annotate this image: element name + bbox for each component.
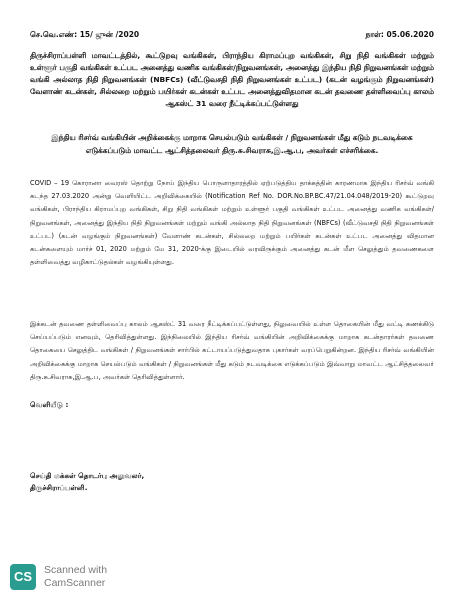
body-paragraph-2: இக்கடன் தவணை தள்ளிவைப்பு காலம் ஆகஸ்ட் 31 வரை நீட்டிக்கப்பட்டுள்ளது, நிலுவையில் உள்ள தொகையின் மீது வட்டி கணக்கிடு செய்யப்படும் எனவும், தெரிவித்துள்ளது. இந்நிலையில் இந்திய ரிசர்வ் வங்கியின் அறிவிக்கைக்கு மாறாக கடன்தாரர்கள் தவணை தொகையை செலுத்திட வங்கிகள் / நிறுவனங்கள் சார்பில் கட்டாயப்படுத்துவதாக புகார்கள் வரப்பெறுகின்றன. இந்திய ரிசர்வ் வங்கியின் அறிவிக்கைக்கு மாறாக செயல்படும் வங்கிகள் / நிறுவனங்கள் மீது கடும் நடவடிக்கை எடுக்கப்படும் இவ்வாறு மாவட்ட ஆட்சித்தலைவர் திரு.சு.சிவராசு,இ.ஆ.ப, அவர்கள் தெரிவித்துள்ளார்.: [30, 320, 434, 381]
body-paragraph-1: COVID – 19 கொரானா வைரஸ் தொற்று நோய் இந்திய பொருளாதாரத்தில் ஏற்படுத்திய தாக்கத்தின் காரணமாக இந்திய ரிசர்வ் வங்கி கடந்த 27.03.2020 அன்று வெளியிட்ட அறிவிக்கையில் (Notification Ref No. DOR.No.BP.BC.47/21.04.048/2019-20) கூட்டுறவு வங்கிகள், பிராந்திய கிராமப்புற வங்கிகள், சிறு நிதி வங்கிகள் மற்றும் உள்ளூர் பகுதி வங்கிகள் உட்பட அனைத்து வணிக வங்கிகள்/நிறுவனங்கள், அனைத்து இந்திய நிதி நிறுவனங்கள் மற்றும் வங்கி அல்லாத நிதி நிறுவனங்கள் (NBFCs) (வீட்டுவசதி நிதி நிறுவனங்கள் உட்பட) (கடன் வழங்கும் நிறுவனங்கள்) வேளாண் கடன்கள், சில்லறை மற்றும் பயிர்கள் கடன்கள் உட்பட அனைத்து விதமான கடன்களையும் மார்ச் 01, 2020 மற்றும் மே 31, 2020-க்கு இடையில் வரவிருக்கும் அனைத்து கடன் மீள செலுத்தும் தவணைகளை தள்ளிவைத்து வழிகாட்டுதல்கள் வழங்கியுள்ளது.: [30, 179, 434, 267]
intro-summary: திருச்சிராப்பள்ளி மாவட்டத்தில், கூட்டுறவு வங்கிகள், பிராந்திய கிராமப்புற வங்கிகள், சிறு நிதி வங்கிகள் மற்றும் உள்ளூர் பகுதி வங்கிகள் உட்பட அனைத்து வணிக வங்கிகள்/நிறுவனங்கள், அனைத்து இந்திய நிதி நிறுவனங்கள் மற்றும் வங்கி அல்லாத நிதி நிறுவனங்கள் (NBFCs) (வீட்டுவசதி நிதி நிறுவனங்கள் உட்பட) (கடன் வழங்கும் நிறுவனங்கள்) வேளாண் கடன்கள், சில்லறை மற்றும் பயிர்கள் கடன்கள் உட்பட அனைத்துவிதமான கடன் தவணை தள்ளிவைப்பு காலம் ஆகஸ்ட் 31 வரை நீட்டிக்கப்பட்டுள்ளது: [30, 51, 434, 108]
signature-title: செய்தி மக்கள் தொடர்பு அலுவலர்,: [30, 471, 145, 480]
warning-heading: இந்திய ரிசர்வ் வங்கியின் அறிக்கைக்கு மாறாக செயல்படும் வங்கிகள் / நிறுவனங்கள் மீது கடும் நடவடிக்கை எடுக்கப்படும் மாவட்ட ஆட்சித்தலைவர் திரு.சு.சிவராசு,இ.ஆ.ப, அவர்கள் எச்சரிக்கை.: [51, 133, 413, 155]
signature-block: [30, 470, 144, 494]
document-header: [30, 30, 434, 42]
signature-place: திருச்சிராப்பள்ளி.: [30, 483, 88, 492]
reference-number: செ.வெ.எண்: 15/ ஜுன் /2020: [30, 30, 140, 39]
watermark-line-2: CamScanner: [44, 577, 106, 589]
watermark-text: [44, 564, 107, 590]
document-date: நாள்: 05.06.2020: [365, 30, 434, 39]
camscanner-logo-icon: CS: [10, 564, 36, 590]
watermark-line-1: Scanned with: [44, 564, 108, 576]
release-label: வெளியீடு :: [30, 400, 69, 409]
